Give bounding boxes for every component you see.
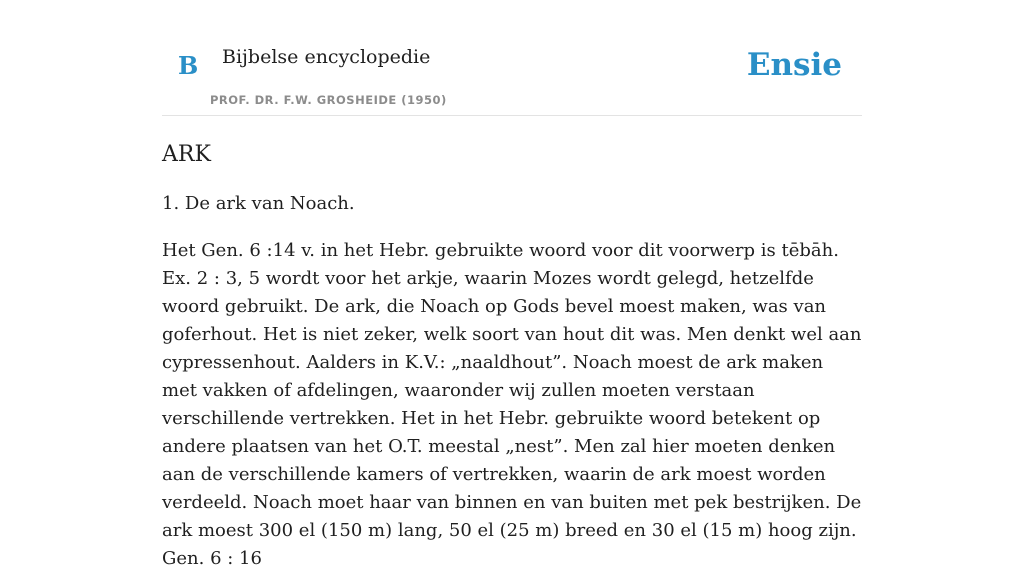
header [162, 0, 862, 116]
article-title: ARK [162, 142, 211, 167]
article-body [162, 190, 862, 573]
page [162, 0, 862, 573]
section-heading: 1. De ark van Noach. [162, 193, 355, 215]
book-title: Bijbelse encyclopedie [222, 46, 431, 68]
article-paragraph: Het Gen. 6 :14 v. in het Hebr. gebruikte woord voor dit voorwerp is tēbāh. Ex. 2 : 3, 5 wordt voor het arkje, waarin Mozes wordt gelegd, hetzelfde woord gebruikt. De ark, die Noach op Gods bevel moest maken, was van goferhout. Het is niet zeker, welk soort van hout dit was. Men denkt wel aan cypressenhout. Aalders in K.V.: „naaldhout”. Noach moest de ark maken met vakken of afdelingen, waaronder wij zullen moeten verstaan verschillende vertrekken. Het in het Hebr. gebruikte woord betekent op andere plaatsen van het O.T. meestal „nest”. Men zal hier moeten denken aan de verschillende kamers of vertrekken, waarin de ark moest worden verdeeld. Noach moet haar van binnen en van buiten met pek bestrijken. De ark moest 300 el (150 m) lang, 50 el (25 m) breed en 30 el (15 m) hoog zijn. Gen. 6 : 16 [162, 240, 862, 570]
book-letter-icon: B [178, 51, 199, 80]
ensie-logo[interactable]: Ensie [746, 47, 842, 83]
book-author: PROF. DR. F.W. GROSHEIDE (1950) [210, 93, 447, 107]
